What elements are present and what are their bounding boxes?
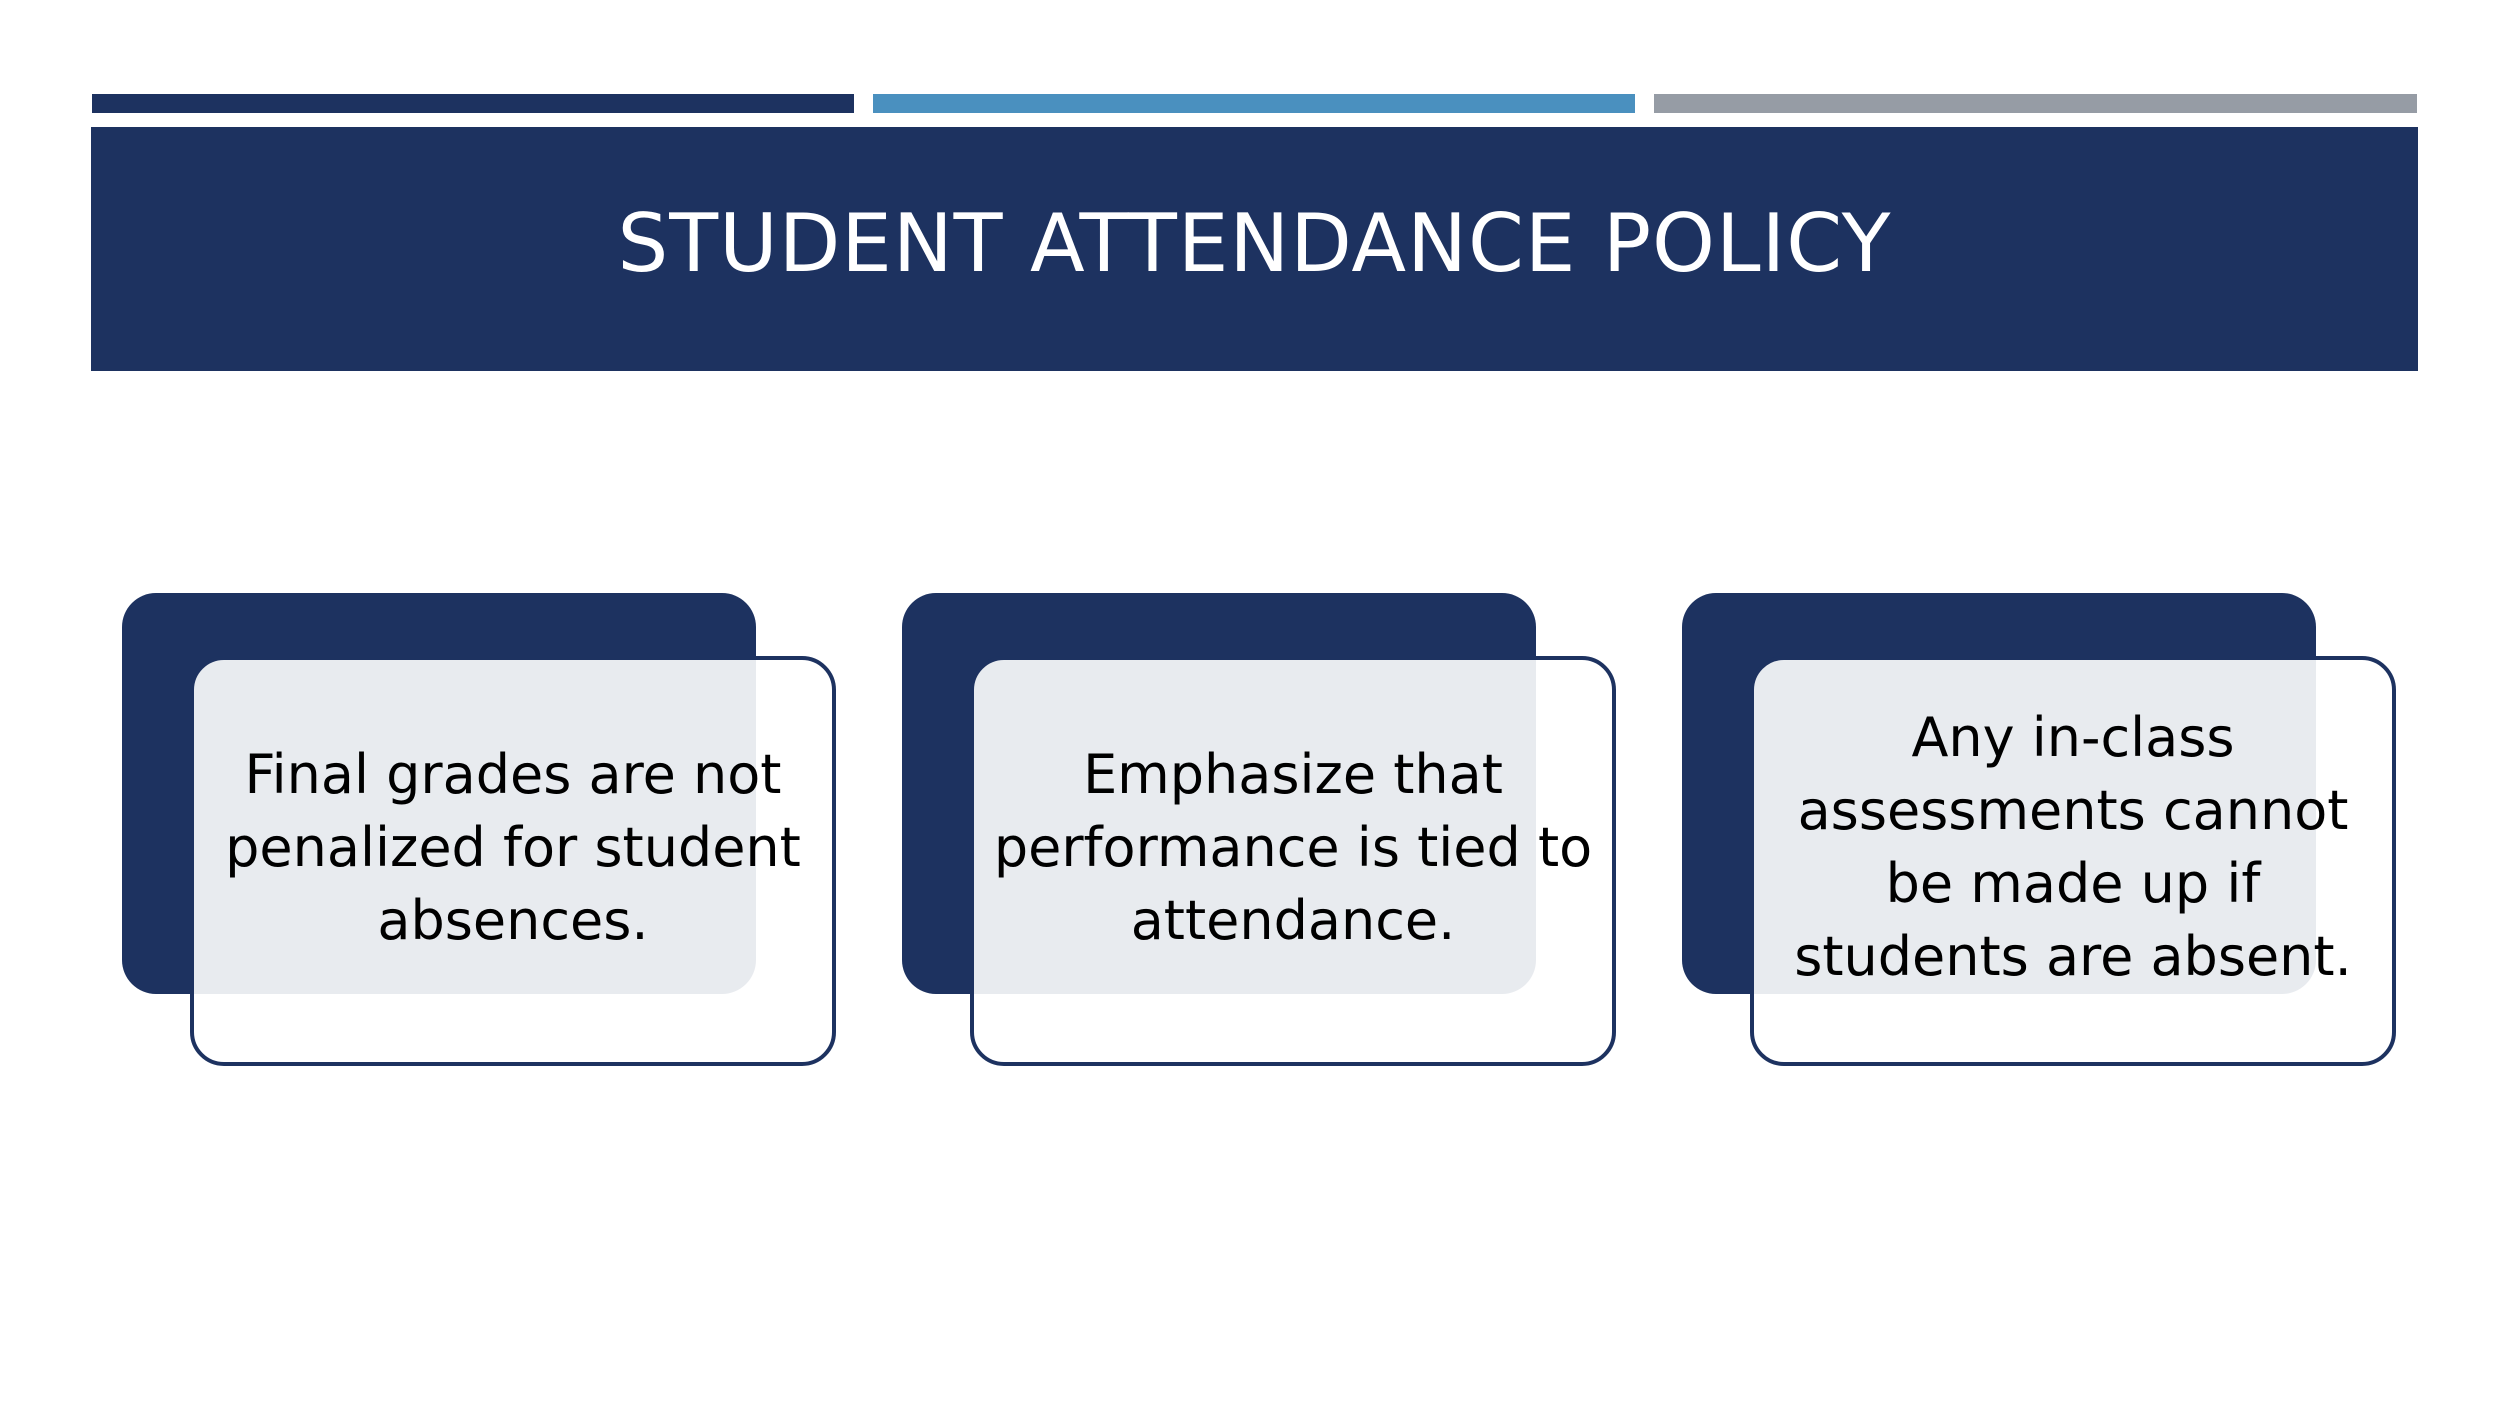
slide-title: STUDENT ATTENDANCE POLICY [617,196,1892,290]
policy-card [190,656,836,1066]
policy-card [1750,656,2396,1066]
card-group-2 [902,593,1612,1065]
policy-card-text: Emphasize that performance is tied to attendance. [993,742,1593,952]
policy-card-text: Final grades are not penalized for student absences. [225,742,801,952]
accent-bar-dark [92,94,854,113]
card-group-3 [1682,593,2392,1065]
accent-bar-blue [873,94,1635,113]
title-banner [91,127,2418,371]
card-group-1 [122,593,832,1065]
accent-bar-gray [1654,94,2417,113]
policy-card-text: Any in-class assessments cannot be made up if students are absent. [1794,706,2352,988]
policy-card [970,656,1616,1066]
